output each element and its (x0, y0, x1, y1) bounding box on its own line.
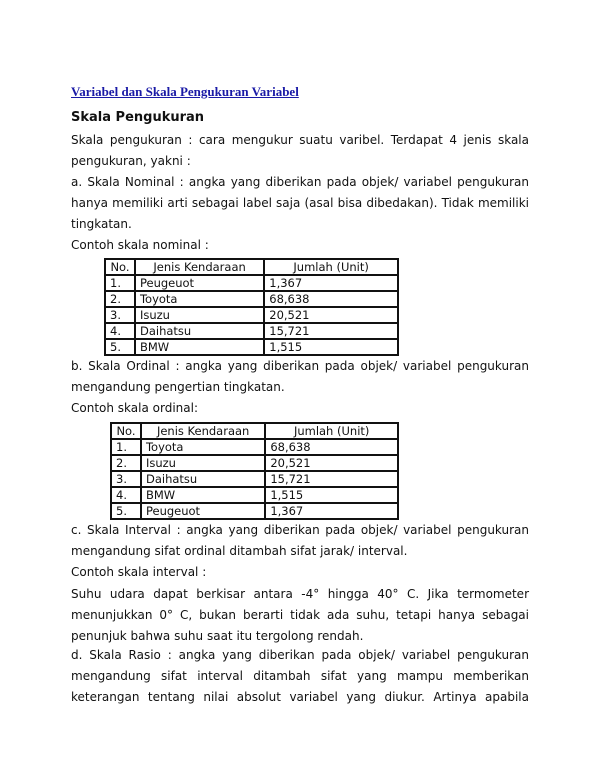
header-jenis-kendaraan: Jenis Kendaraan (141, 423, 265, 439)
cell-jumlah: 1,367 (265, 503, 398, 519)
cell-jumlah: 1,515 (264, 339, 398, 355)
paragraph-interval: c. Skala Interval : angka yang diberikan pada objek/ variabel pengukuran mengandung sifat ordinal ditambah sifat jarak/ interval. (71, 523, 529, 558)
cell-jenis: Isuzu (141, 455, 265, 471)
cell-jumlah: 68,638 (264, 291, 398, 307)
cell-no: 5. (111, 503, 141, 519)
cell-no: 4. (105, 323, 135, 339)
cell-no: 2. (111, 455, 141, 471)
cell-jumlah: 1,367 (264, 275, 398, 291)
table-header-row (111, 423, 398, 439)
cell-jumlah: 20,521 (264, 307, 398, 323)
table-row (111, 439, 398, 455)
table-nominal (104, 258, 399, 356)
cell-no: 2. (105, 291, 135, 307)
cell-jenis: Daihatsu (141, 471, 265, 487)
table-row (105, 323, 398, 339)
table-row (105, 339, 398, 355)
table-row (111, 471, 398, 487)
table-row (105, 291, 398, 307)
cell-jenis: Isuzu (135, 307, 264, 323)
cell-jumlah: 15,721 (265, 471, 398, 487)
paragraph-rasio: d. Skala Rasio : angka yang diberikan pada objek/ variabel pengukuran mengandung sifat interval ditambah sifat yang mampu memberikan keterangan tentang nilai absolut variabel yang diukur. Artinya apabila (71, 648, 529, 704)
table-row (111, 503, 398, 519)
cell-jenis: Peugeuot (135, 275, 264, 291)
cell-no: 1. (105, 275, 135, 291)
cell-jumlah: 1,515 (265, 487, 398, 503)
cell-no: 3. (105, 307, 135, 323)
table-row (105, 275, 398, 291)
label-contoh-ordinal: Contoh skala ordinal: (71, 401, 198, 415)
cell-no: 5. (105, 339, 135, 355)
cell-no: 3. (111, 471, 141, 487)
header-no: No. (105, 259, 135, 275)
table-ordinal (110, 422, 399, 520)
table-row (111, 487, 398, 503)
table-row (105, 307, 398, 323)
cell-jenis: BMW (135, 339, 264, 355)
paragraph-ordinal: b. Skala Ordinal : angka yang diberikan pada objek/ variabel pengukuran mengandung pengertian tingkatan. (71, 359, 529, 394)
paragraph-suhu: Suhu udara dapat berkisar antara -4° hingga 40° C. Jika termometer menunjukkan 0° C, bukan berarti tidak ada suhu, tetapi hanya sebagai penunjuk bahwa suhu saat itu tergolong rendah. (71, 587, 529, 643)
cell-jumlah: 68,638 (265, 439, 398, 455)
cell-no: 4. (111, 487, 141, 503)
paragraph-nominal: a. Skala Nominal : angka yang diberikan pada objek/ variabel pengukuran hanya memiliki arti sebagai label saja (asal bisa dibedakan). Tidak memiliki tingkatan. (71, 175, 529, 231)
cell-jenis: Toyota (141, 439, 265, 455)
cell-jenis: Daihatsu (135, 323, 264, 339)
table-row (111, 455, 398, 471)
header-jumlah: Jumlah (Unit) (265, 423, 398, 439)
header-jenis-kendaraan: Jenis Kendaraan (135, 259, 264, 275)
label-contoh-nominal: Contoh skala nominal : (71, 238, 209, 252)
header-no: No. (111, 423, 141, 439)
cell-jumlah: 20,521 (265, 455, 398, 471)
cell-jenis: BMW (141, 487, 265, 503)
cell-jenis: Toyota (135, 291, 264, 307)
cell-jenis: Peugeuot (141, 503, 265, 519)
cell-no: 1. (111, 439, 141, 455)
paragraph-intro: Skala pengukuran : cara mengukur suatu varibel. Terdapat 4 jenis skala pengukuran, yakni : (71, 133, 529, 168)
table-header-row (105, 259, 398, 275)
document-title[interactable]: Variabel dan Skala Pengukuran Variabel (71, 84, 299, 99)
cell-jumlah: 15,721 (264, 323, 398, 339)
header-jumlah: Jumlah (Unit) (264, 259, 398, 275)
section-heading: Skala Pengukuran (71, 110, 205, 125)
label-contoh-interval: Contoh skala interval : (71, 565, 207, 579)
